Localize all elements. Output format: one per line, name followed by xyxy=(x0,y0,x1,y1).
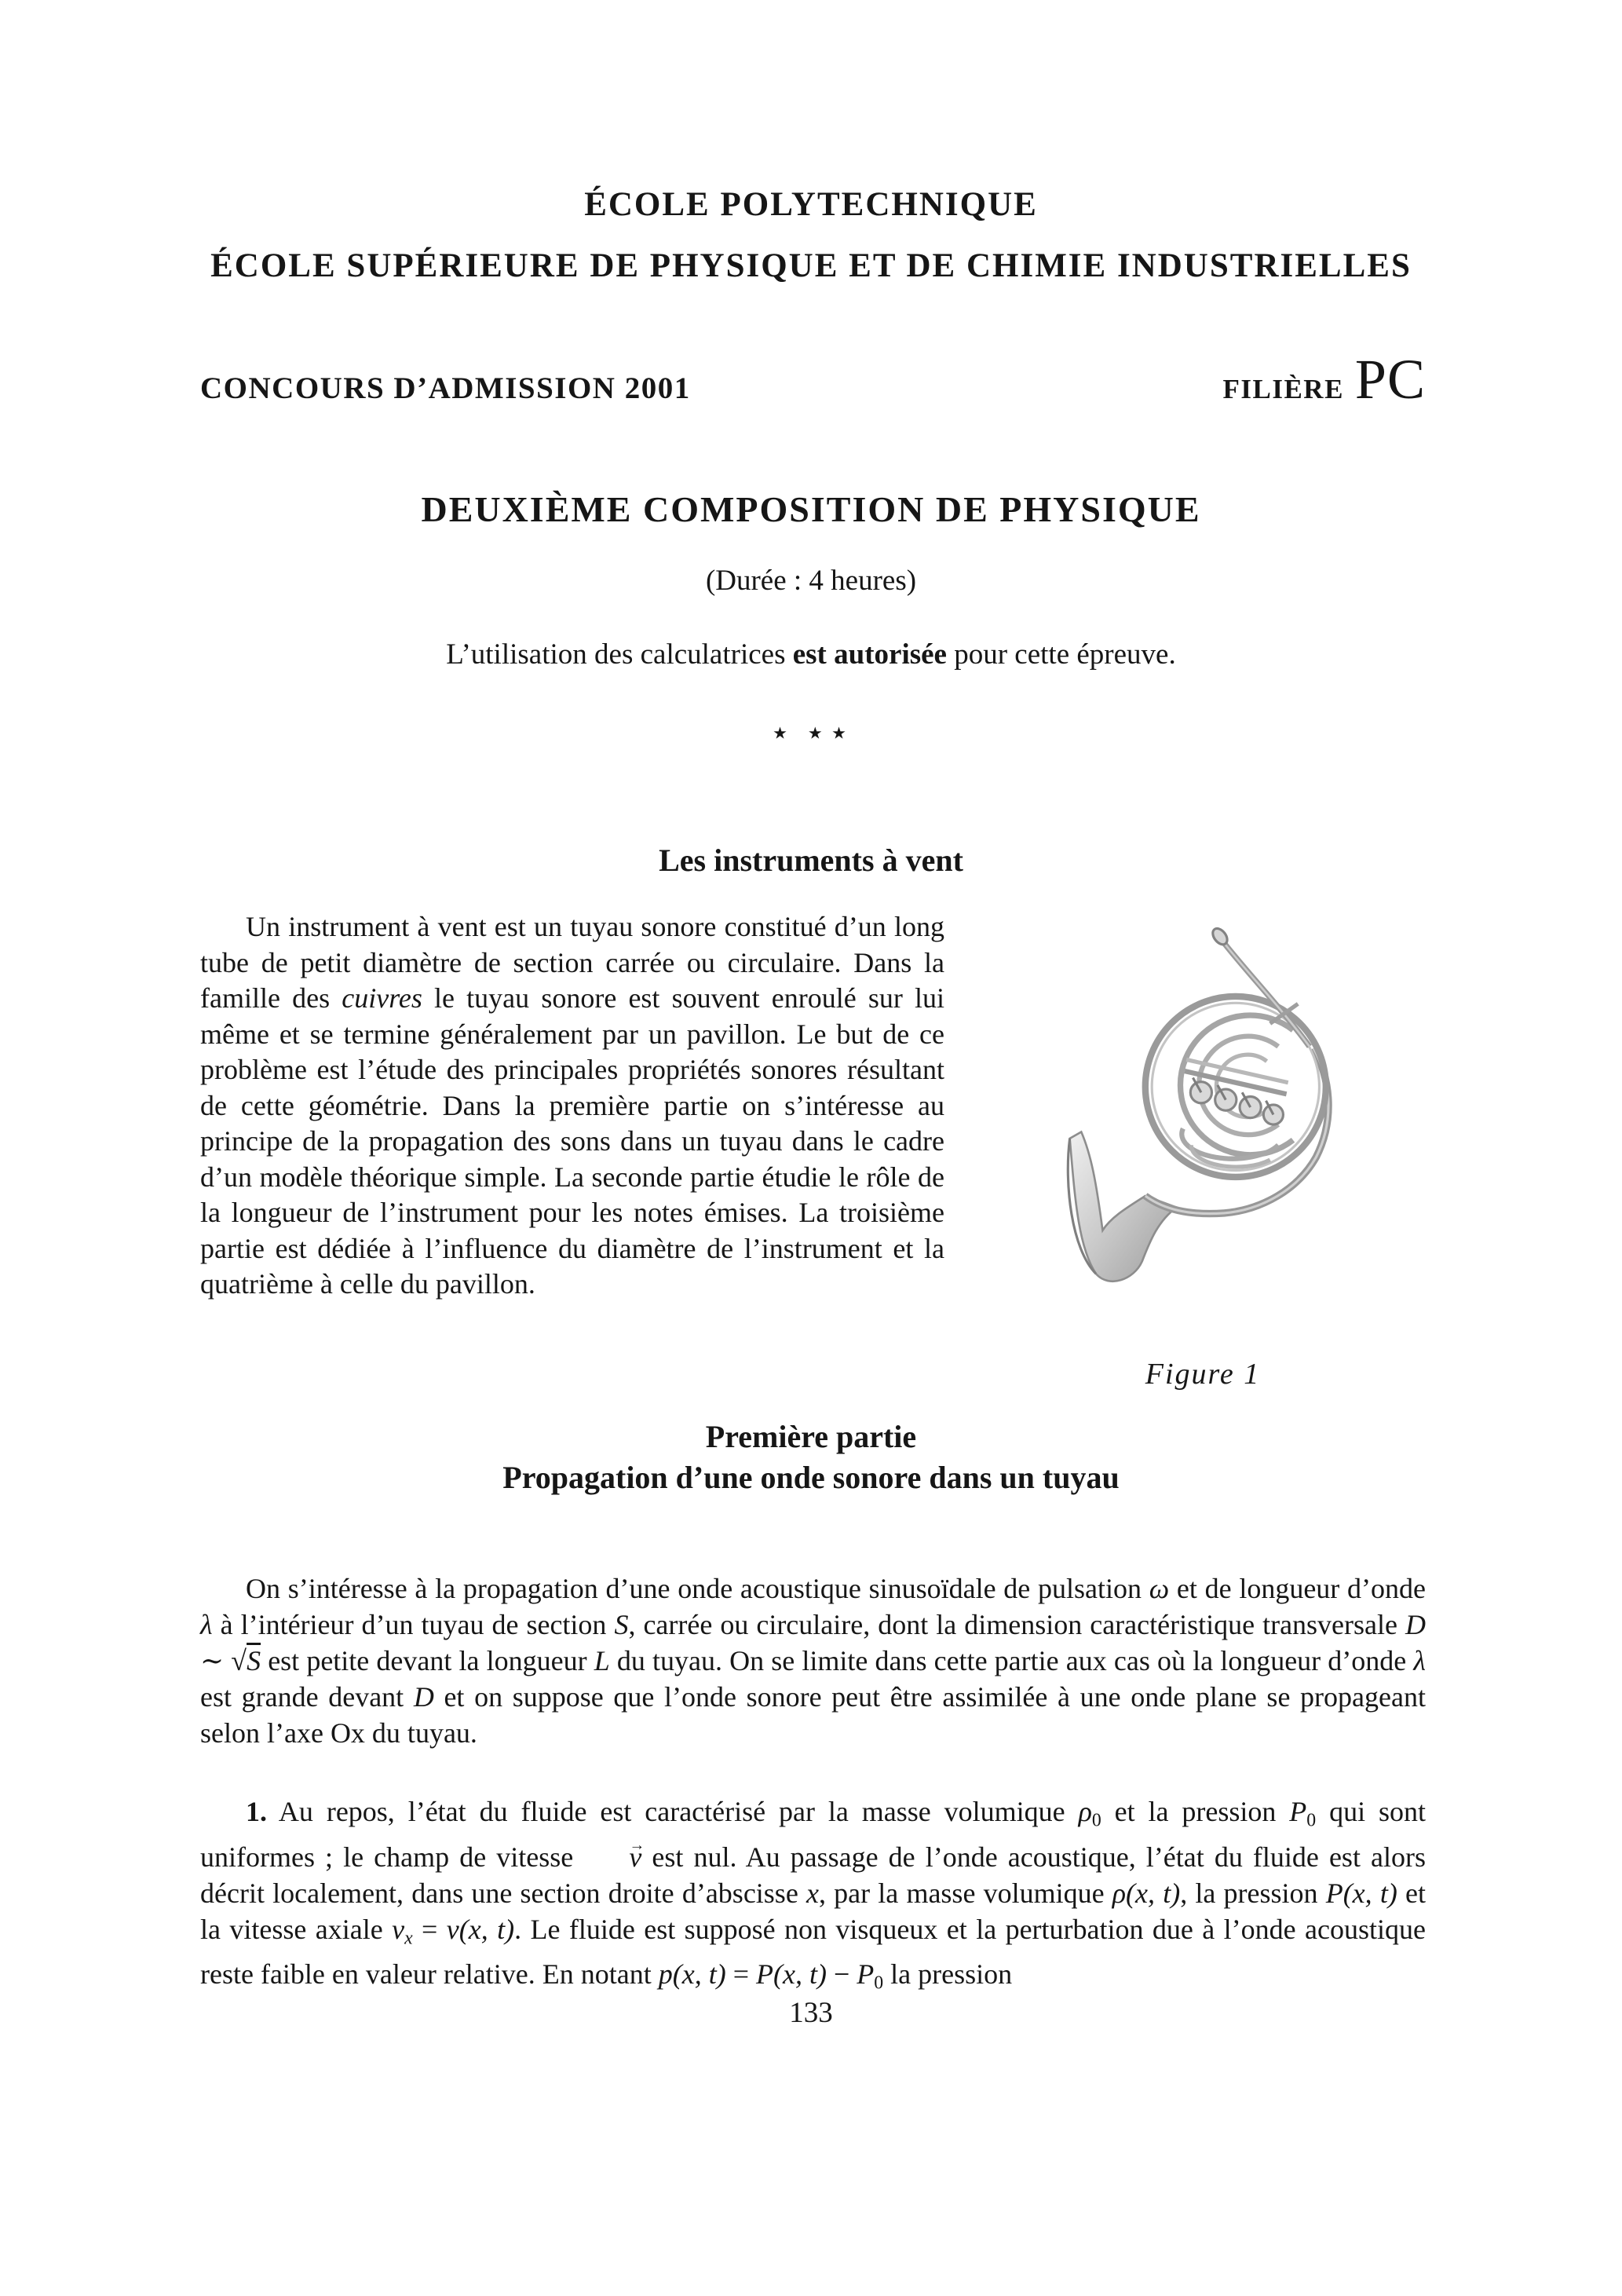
part1-heading: Première partie xyxy=(705,1419,917,1454)
intro-paragraph: Un instrument à vent est un tuyau sonore constitué d’un long tube de petit diamètre de section carrée ou circulaire. Dans la famille des cuivres le tuyau sonore est souvent enroulé sur lui même et se termine généralement par un pavillon. Le but de ce problème est l’étude des principales propriétés sonores résultant de cette géométrie. Dans la première partie on s’intéresse au principe de la propagation des sons dans un tuyau dans le cadre d’un modèle théorique simple. La seconde partie étudie le rôle de la longueur de l’instrument pour les notes émises. La troisième partie est dédiée à l’influence du diamètre de l’instrument et la quatrième à celle du pavillon. xyxy=(200,911,944,1300)
calculator-notice: L’utilisation des calculatrices est autorisée pour cette épreuve. xyxy=(446,638,1176,671)
part1-subheading: Propagation d’une onde sonore dans un tuyau xyxy=(502,1460,1120,1495)
part1-paragraph-1: On s’intéresse à la propagation d’une onde acoustique sinusoïdale de pulsation ω et de longueur d’onde λ à l’intérieur d’un tuyau de section S, carrée ou circulaire, dont la dimension caractéristique transversale D ∼ √S est petite devant la longueur L du tuyau. On se limite dans cette partie aux cas où la longueur d’onde λ est grande devant D et on suppose que l’onde sonore peut être assimilée à une onde plane se propageant selon l’axe Ox du tuyau. xyxy=(200,1573,1426,1749)
part1-paragraph-2: 1. Au repos, l’état du fluide est caractérisé par la masse volumique $\rho_0$ et la pression $P_0$ qui sont uniformes ; le champ de vitesse v → est nul. Au passage de l’onde acoustique, l’état du fluide est alors décrit localement, dans une section droite d’abscisse x, par la masse volumique ρ(x, t), la pression P(x, t) et la vitesse axiale vx = v(x, t). Le fluide est supposé non visqueux et la perturbation due à l’onde acoustique reste faible en valeur relative. En notant p(x, t) = P(x, $t) - P_0$ la pression xyxy=(200,1793,1426,2002)
figure-caption: Figure 1 xyxy=(1145,1358,1261,1391)
composition-title: DEUXIÈME COMPOSITION DE PHYSIQUE xyxy=(421,489,1201,529)
french-horn-figure xyxy=(1061,925,1344,1286)
admission-row xyxy=(200,347,1426,412)
filiere-group xyxy=(1222,347,1426,412)
school-title-polytechnique: ÉCOLE POLYTECHNIQUE xyxy=(584,186,1038,223)
page-number: 133 xyxy=(789,1997,833,2029)
duration-note: (Durée : 4 heures) xyxy=(705,565,917,597)
concours-label: CONCOURS D’ADMISSION 2001 xyxy=(200,371,691,405)
filiere-word: FILIÈRE xyxy=(1222,374,1344,404)
section-heading: Les instruments à vent xyxy=(659,843,963,878)
horn-leadpipe xyxy=(1210,926,1310,1047)
horn-main-loop xyxy=(1145,996,1326,1177)
stars-separator: ⋆ ⋆⋆ xyxy=(769,715,853,751)
school-title-espci: ÉCOLE SUPÉRIEURE DE PHYSIQUE ET DE CHIMIE INDUSTRIELLES xyxy=(210,247,1412,284)
filiere-value: PC xyxy=(1354,348,1426,411)
